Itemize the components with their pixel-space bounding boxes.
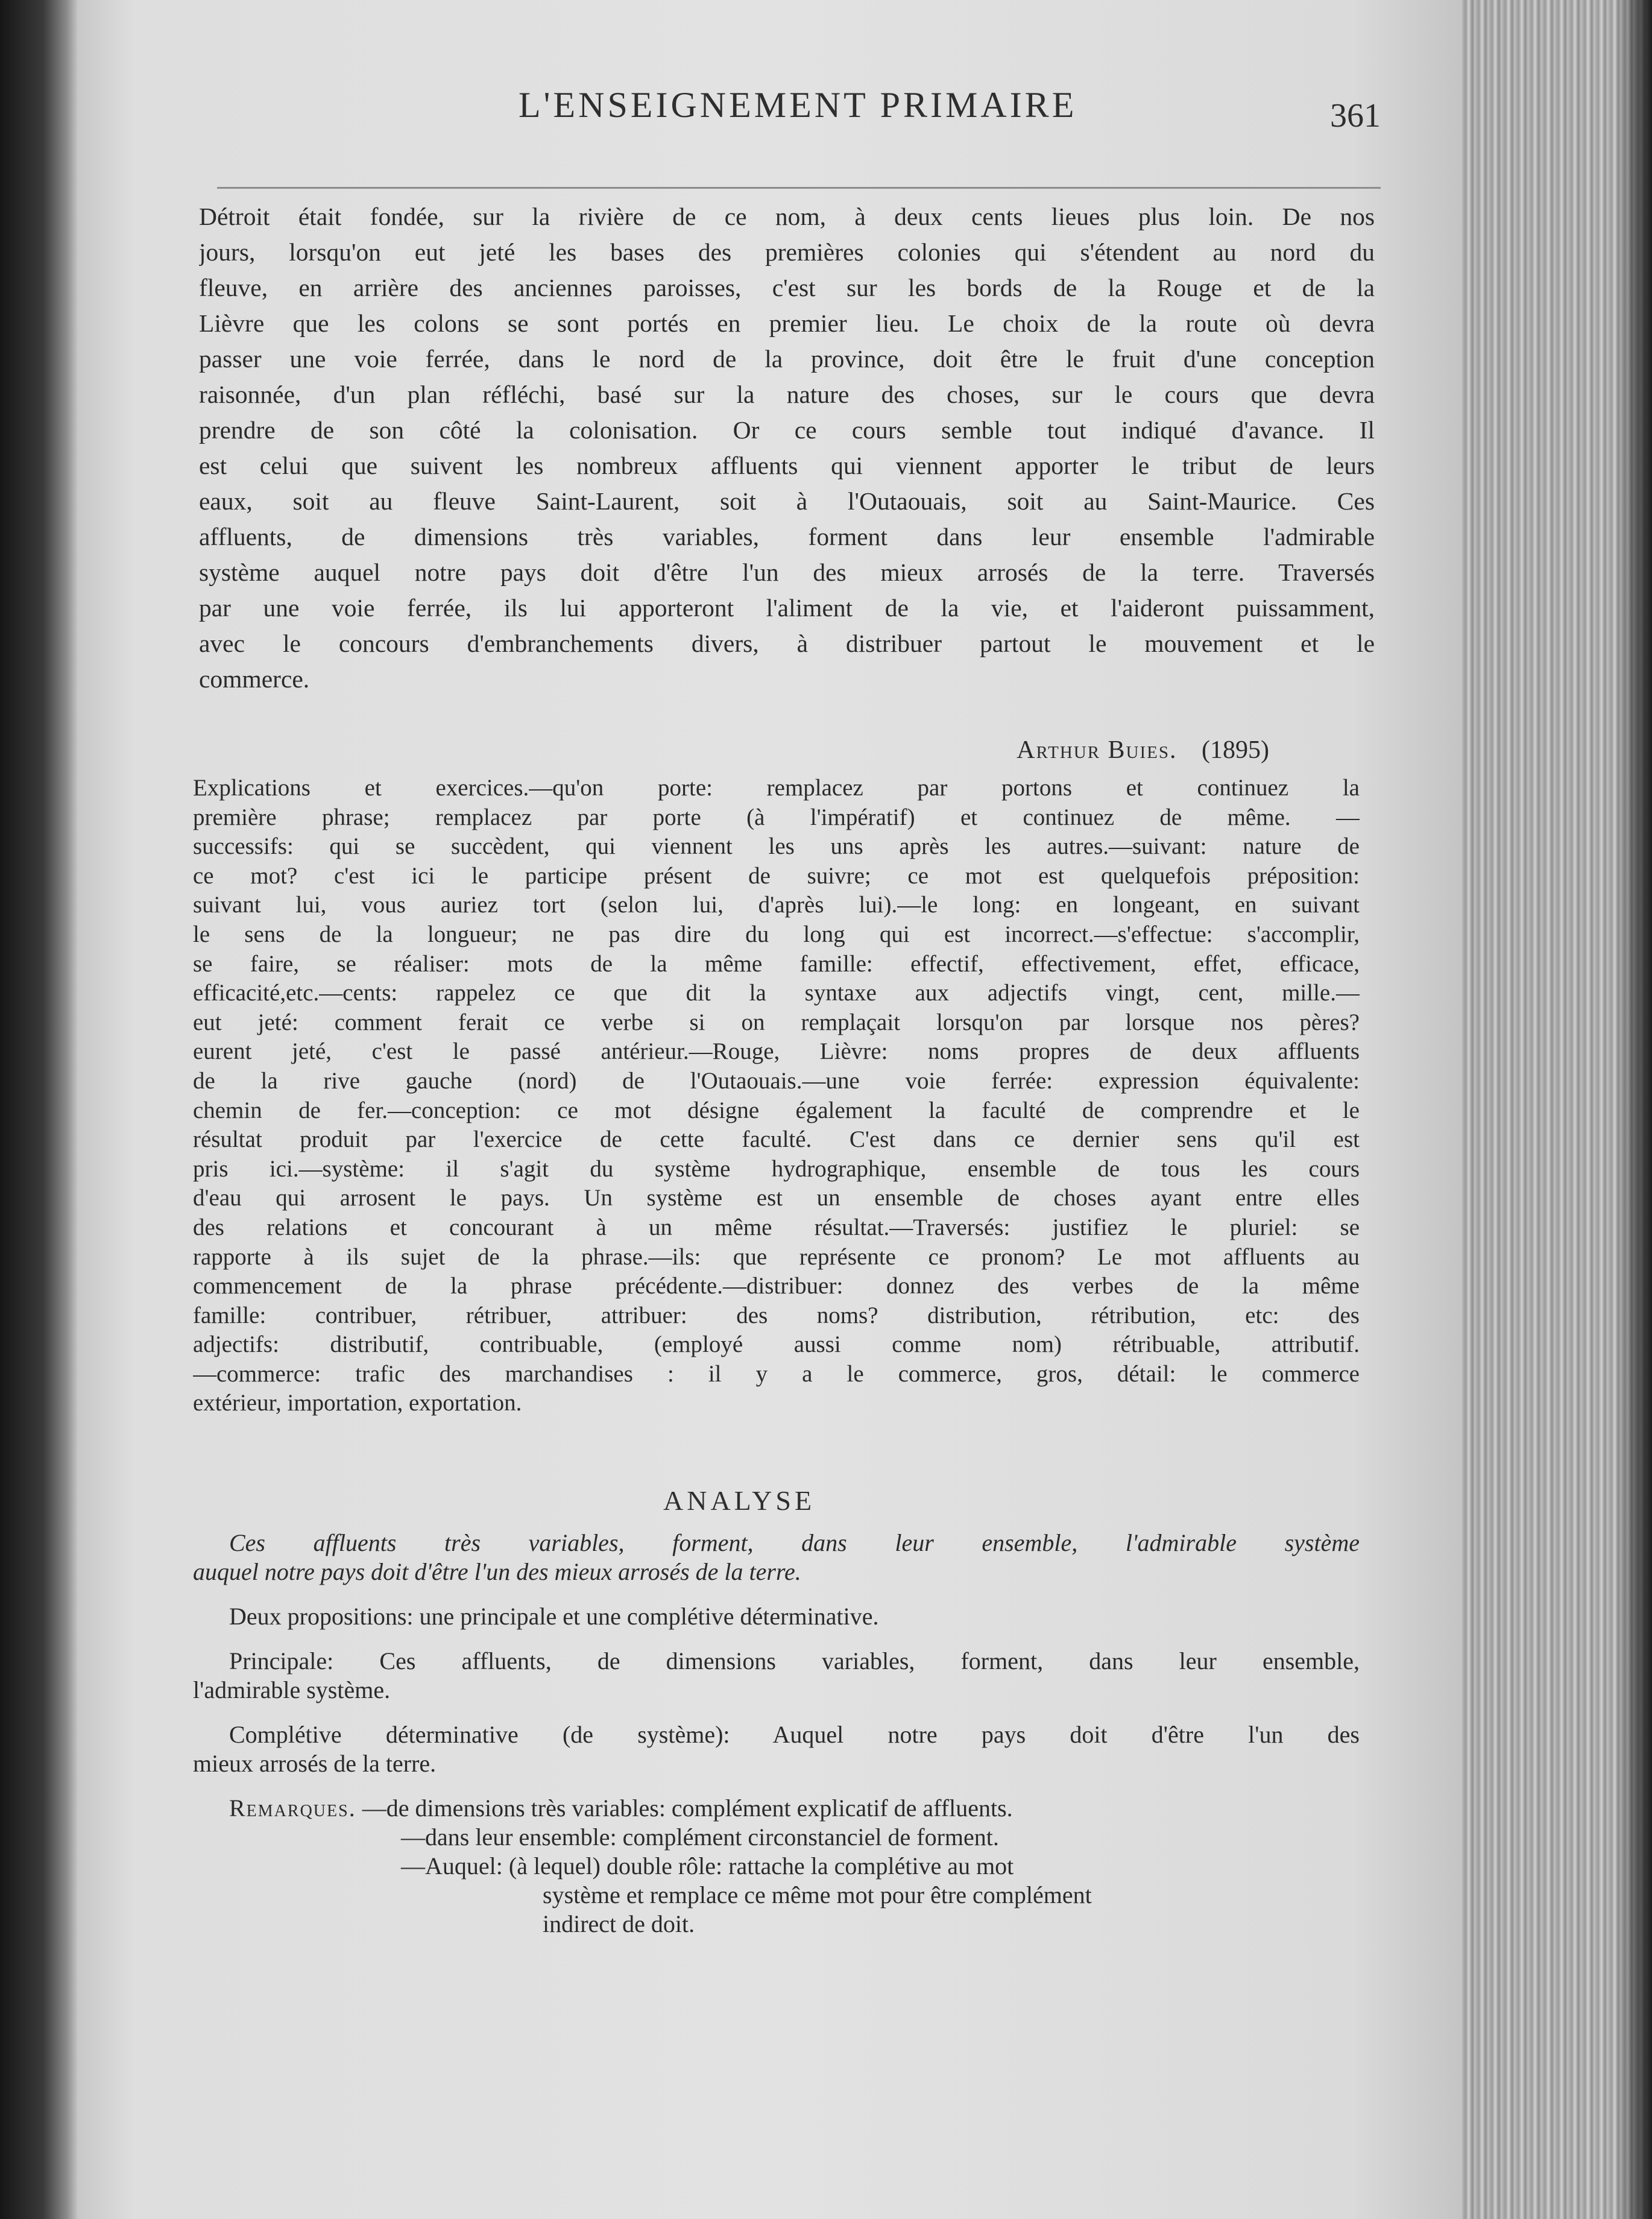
principale-line: Principale: Ces affluents, de dimensions variables, forment, dans leur ensemble, [229,1647,1360,1675]
exercise-line: résultat produit par l'exercice de cette faculté. C'est dans ce dernier sens qu'il est [193,1126,1360,1153]
remarks-block [193,1794,1360,1939]
passage-line: Lièvre que les colons se sont portés en premier lieu. Le choix de la route où devra [199,309,1375,337]
exercise-line: d'eau qui arrosent le pays. Un système est un ensemble de choses ayant entre elles [193,1185,1360,1211]
publication-year: (1895) [1202,736,1269,764]
passage-line: avec le concours d'embranchements divers, à distribuer partout le mouvement et le [199,630,1375,657]
analysis-title: ANALYSE [663,1485,816,1516]
passage-line: fleuve, en arrière des anciennes paroisses, c'est sur les bords de la Rouge et de la [199,274,1375,301]
analysis-section [193,1529,1360,1939]
exercise-line: commencement de la phrase précédente.—distribuer: donnez des verbes de la même [193,1273,1360,1299]
passage-line: Détroit était fondée, sur la rivière de ce nom, à deux cents lieues plus loin. De nos [199,203,1375,230]
exercise-line: le sens de la longueur; ne pas dire du long qui est incorrect.—s'effectue: s'accomplir, [193,921,1360,947]
sentence-line: Ces affluents très variables, forment, dans leur ensemble, l'admirable système [229,1529,1360,1556]
page-number: 361 [1330,97,1381,134]
exercise-line: des relations et concourant à un même résultat.—Traversés: justifiez le pluriel: se [193,1214,1360,1240]
header-rule [217,187,1381,189]
passage-line: prendre de son côté la colonisation. Or ce cours semble tout indiqué d'avance. Il [199,416,1375,444]
running-title: L'ENSEIGNEMENT PRIMAIRE [519,85,1077,125]
analysis-sentence [193,1529,1360,1586]
exercise-line: —commerce: trafic des marchandises : il y a le commerce, gros, détail: le commerce [193,1360,1360,1387]
exercises-section [193,774,1360,1418]
book-gutter-shadow [0,0,78,2219]
sentence-line: auquel notre pays doit d'être l'un des mieux arrosés de la terre. [193,1558,801,1585]
passage-line: affluents, de dimensions très variables, forment dans leur ensemble l'admirable [199,523,1375,551]
passage-line: commerce. [199,665,310,693]
book-page [78,0,1462,2219]
exercise-line: extérieur, importation, exportation. [193,1390,522,1416]
completive-line: mieux arrosés de la terre. [193,1750,437,1777]
propositions-text: Deux propositions: une principale et une complétive déterminative. [229,1603,879,1630]
exercise-line: pris ici.—système: il s'agit du système hydrographique, ensemble de tous les cours [193,1155,1360,1182]
exercise-line: successifs: qui se succèdent, qui viennent les uns après les autres.—suivant: nature de [193,833,1360,860]
exercise-line: eurent jeté, c'est le passé antérieur.—Rouge, Lièvre: noms propres de deux affluents [193,1038,1360,1065]
completive-block [193,1720,1360,1778]
attribution [1017,736,1269,765]
remark-line: —dans leur ensemble: complément circonstanciel de forment. [401,1823,999,1851]
remarks-first-line [193,1794,1360,1823]
passage-line: par une voie ferrée, ils lui apporteront l'aliment de la vie, et l'aideront puissamment, [199,594,1375,622]
exercise-line: suivant lui, vous auriez tort (selon lui, d'après lui).—le long: en longeant, en suivant [193,892,1360,918]
passage-line: raisonnée, d'un plan réfléchi, basé sur la nature des choses, sur le cours que devra [199,380,1375,408]
exercise-line: adjectifs: distributif, contribuable, (employé aussi comme nom) rétribuable, attributif. [193,1331,1360,1358]
remarks-label: Remarques. [229,1794,356,1822]
remark-line: —Auquel: (à lequel) double rôle: rattache la complétive au mot [401,1852,1014,1880]
passage-text [199,199,1375,697]
exercise-line: famille: contribuer, rétribuer, attribuer: des noms? distribution, rétribution, etc: des [193,1302,1360,1328]
exercise-line: rapporte à ils sujet de la phrase.—ils: que représente ce pronom? Le mot affluents au [193,1243,1360,1270]
passage-line: passer une voie ferrée, dans le nord de la province, doit être le fruit d'une conception [199,345,1375,373]
exercise-line: Explications et exercices.—qu'on porte: remplacez par portons et continuez la [193,775,1360,801]
exercise-line: se faire, se réaliser: mots de la même famille: effectif, effectivement, effet, efficace, [193,950,1360,977]
page-header [440,78,1381,145]
exercise-line: efficacité,etc.—cents: rappelez ce que dit la syntaxe aux adjectifs vingt, cent, mille.— [193,980,1360,1006]
remark-text: —de dimensions très variables: complément explicatif de affluents. [362,1794,1013,1822]
passage-line: jours, lorsqu'on eut jeté les bases des premières colonies qui s'étendent au nord du [199,238,1375,266]
remark-line: indirect de doit. [543,1910,695,1937]
remark-line: système et remplace ce même mot pour être complément [543,1881,1092,1908]
exercise-line: ce mot? c'est ici le participe présent de suivre; ce mot est quelquefois préposition: [193,862,1360,889]
passage-line: eaux, soit au fleuve Saint-Laurent, soit à l'Outaouais, soit au Saint-Maurice. Ces [199,487,1375,515]
exercise-line: de la rive gauche (nord) de l'Outaouais.—une voie ferrée: expression équivalente: [193,1067,1360,1094]
passage-line: est celui que suivent les nombreux affluents qui viennent apporter le tribut de leurs [199,452,1375,479]
exercise-line: première phrase; remplacez par porte (à l'impératif) et continuez de même. — [193,804,1360,830]
principale-line: l'admirable système. [193,1676,391,1703]
exercise-line: chemin de fer.—conception: ce mot désigne également la faculté de comprendre et le [193,1097,1360,1123]
author-name: Arthur Buies. [1017,736,1178,764]
propositions-line [193,1602,1360,1631]
page-stack-edge [1462,0,1652,2219]
exercise-line: eut jeté: comment ferait ce verbe si on remplaçait lorsqu'on par lorsque nos pères? [193,1009,1360,1035]
principale-block [193,1647,1360,1705]
completive-line: Complétive déterminative (de système): Auquel notre pays doit d'être l'un des [229,1721,1360,1748]
passage-line: système auquel notre pays doit d'être l'un des mieux arrosés de la terre. Traversés [199,558,1375,586]
